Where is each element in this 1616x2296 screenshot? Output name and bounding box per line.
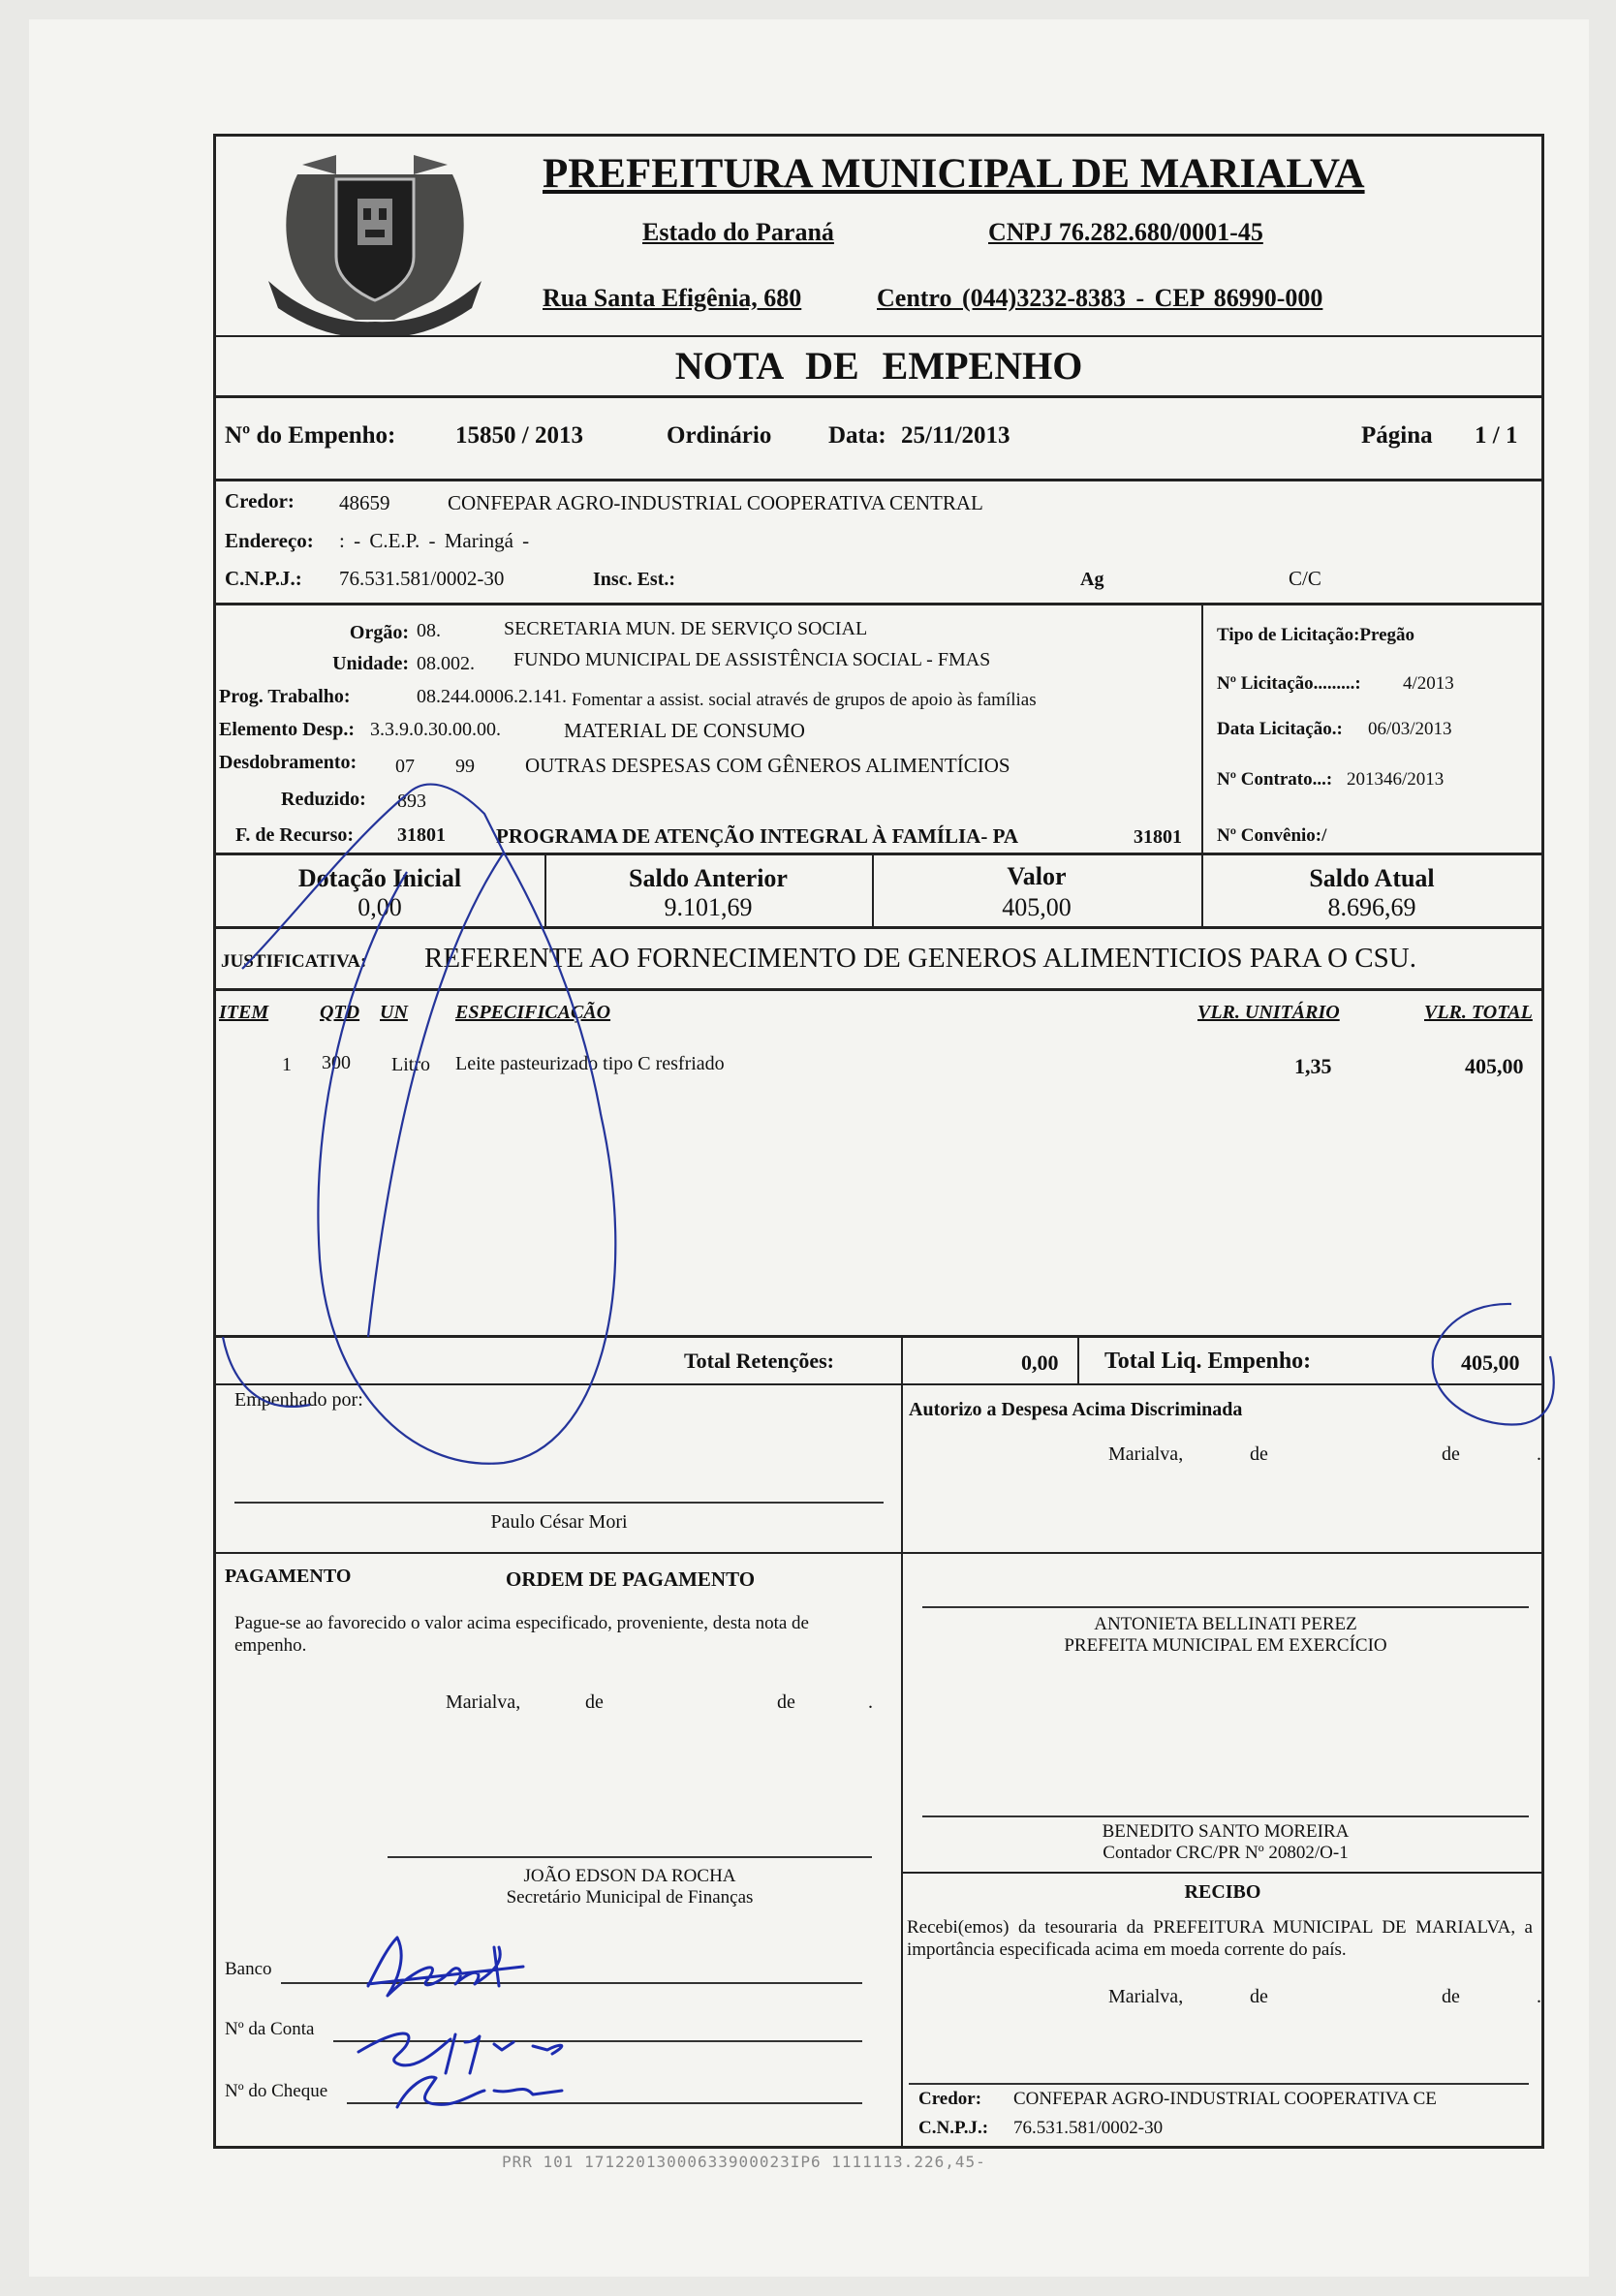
licitacao-numero: 4/2013	[1403, 673, 1454, 694]
date-de: de	[1442, 1986, 1460, 2007]
date-period: .	[868, 1691, 873, 1713]
valor-value: 405,00	[1002, 893, 1072, 921]
elemento-name: MATERIAL DE CONSUMO	[564, 719, 805, 742]
ordem-pagamento-title: ORDEM DE PAGAMENTO	[506, 1567, 756, 1591]
empenho-number: 15850 / 2013	[455, 422, 583, 449]
row-vlr-total: 405,00	[1465, 1054, 1524, 1078]
elemento-label: Elemento Desp.:	[219, 719, 355, 740]
total-liquido-label: Total Liq. Empenho:	[1104, 1349, 1312, 1374]
licitacao-numero-label: Nº Licitação.........:	[1217, 673, 1361, 694]
date-de: de	[777, 1691, 795, 1713]
saldo-anterior-value: 9.101,69	[664, 893, 753, 921]
total-retencoes-label: Total Retenções:	[684, 1349, 834, 1373]
prefeita-nome: ANTONIETA BELLINATI PEREZ	[1094, 1614, 1357, 1634]
secretario-cargo: Secretário Municipal de Finanças	[506, 1887, 754, 1908]
orgao-name: SECRETARIA MUN. DE SERVIÇO SOCIAL	[504, 618, 868, 639]
col-header-item: ITEM	[219, 1002, 269, 1023]
date-de: de	[1442, 1443, 1460, 1465]
elemento-code: 3.3.9.0.30.00.00.	[370, 719, 501, 740]
contador-cargo: Contador CRC/PR Nº 20802/O-1	[1103, 1843, 1349, 1863]
credor-cnpj-label: C.N.P.J.:	[225, 567, 302, 590]
recurso-label: F. de Recurso:	[235, 824, 355, 846]
reduzido-label: Reduzido:	[281, 789, 366, 810]
footer-code: PRR 101 17122013000633900023IP6 1111113.226,45-	[502, 2153, 986, 2171]
col-header-un: UN	[380, 1002, 408, 1023]
banco-label: Banco	[225, 1959, 272, 1979]
col-header-vlr-unitario: VLR. UNITÁRIO	[1197, 1002, 1340, 1023]
contact-label: Centro (044)3232-8383 - CEP 86990-000	[877, 284, 1323, 312]
credor-label: Credor:	[225, 489, 295, 512]
tipo-licitacao: Tipo de Licitação:Pregão	[1217, 625, 1415, 645]
recurso-code: 31801	[397, 824, 446, 846]
desdobramento-name: OUTRAS DESPESAS COM GÊNEROS ALIMENTÍCIOS	[525, 754, 1010, 777]
pagamento-text: Pague-se ao favorecido o valor acima especificado, proveniente, desta nota de empenho.	[234, 1613, 809, 1656]
date-place: Marialva,	[1108, 1443, 1184, 1465]
empenhado-nome: Paulo César Mori	[490, 1511, 628, 1533]
credor-code: 48659	[339, 491, 390, 514]
recibo-credor-label: Credor:	[918, 2089, 982, 2109]
recurso-code-2: 31801	[1134, 826, 1182, 848]
row-especificacao: Leite pasteurizado tipo C resfriado	[455, 1053, 725, 1074]
endereco-value: : - C.E.P. - Maringá -	[339, 529, 530, 552]
licitacao-data: 06/03/2013	[1368, 719, 1452, 739]
reduzido-value: 893	[397, 791, 426, 812]
dotacao-value: 0,00	[357, 893, 402, 921]
recibo-cnpj-label: C.N.P.J.:	[918, 2118, 989, 2138]
date-place: Marialva,	[446, 1691, 521, 1713]
empenhado-por-label: Empenhado por:	[234, 1389, 363, 1411]
insc-est-label: Insc. Est.:	[593, 569, 676, 590]
dotacao-label: Dotação Inicial	[297, 864, 462, 892]
col-header-vlr-total: VLR. TOTAL	[1424, 1002, 1533, 1023]
desdobramento-label: Desdobramento:	[219, 752, 357, 773]
row-un: Litro	[391, 1054, 430, 1075]
credor-cnpj: 76.531.581/0002-30	[339, 567, 505, 590]
address-label: Rua Santa Efigênia, 680	[543, 284, 802, 312]
state-label: Estado do Paraná	[642, 218, 834, 246]
total-retencoes-value: 0,00	[1021, 1350, 1059, 1375]
col-header-qtd: QTD	[320, 1002, 360, 1023]
justificativa-label: JUSTIFICATIVA:	[221, 951, 367, 972]
autorizo-label: Autorizo a Despesa Acima Discriminada	[909, 1399, 1243, 1420]
convenio-label: Nº Convênio:/	[1217, 825, 1327, 846]
contrato-label: Nº Contrato...:	[1217, 769, 1333, 790]
page-label: Página	[1361, 422, 1433, 449]
prog-trabalho-name: Fomentar a assist. social através de grupos de apoio às famílias	[572, 690, 1037, 710]
row-vlr-unitario: 1,35	[1294, 1054, 1332, 1078]
unidade-code: 08.002.	[417, 653, 475, 674]
empenho-number-label: Nº do Empenho:	[225, 422, 396, 449]
recibo-text: Recebi(emos) da tesouraria da PREFEITURA MUNICIPAL DE MARIALVA, a importância especificada acima em moeda corrente do país.	[907, 1917, 1533, 1960]
row-item: 1	[282, 1054, 292, 1075]
total-liquido-value: 405,00	[1461, 1350, 1520, 1375]
empenho-date: 25/11/2013	[901, 422, 1010, 449]
date-period: .	[1537, 1986, 1541, 2007]
date-period: .	[1537, 1443, 1541, 1465]
empenho-date-label: Data:	[828, 422, 886, 449]
endereco-label: Endereço:	[225, 529, 314, 552]
saldo-atual-value: 8.696,69	[1327, 893, 1416, 921]
prog-trabalho-label: Prog. Trabalho:	[219, 686, 351, 707]
recibo-cnpj: 76.531.581/0002-30	[1013, 2118, 1164, 2138]
page-number: 1 / 1	[1475, 422, 1518, 449]
credor-name: CONFEPAR AGRO-INDUSTRIAL COOPERATIVA CENTRAL	[448, 491, 983, 514]
cc-label: C/C	[1289, 567, 1321, 590]
date-de: de	[585, 1691, 604, 1713]
licitacao-data-label: Data Licitação.:	[1217, 719, 1343, 739]
cnpj-label: CNPJ 76.282.680/0001-45	[988, 218, 1263, 246]
recibo-credor: CONFEPAR AGRO-INDUSTRIAL COOPERATIVA CE	[1013, 2089, 1437, 2109]
orgao-label: Orgão:	[349, 622, 409, 643]
valor-label: Valor	[1007, 862, 1067, 890]
recurso-name: PROGRAMA DE ATENÇÃO INTEGRAL À FAMÍLIA- PA	[496, 824, 1019, 848]
contador-nome: BENEDITO SANTO MOREIRA	[1102, 1821, 1350, 1842]
saldo-anterior-label: Saldo Anterior	[629, 864, 788, 892]
date-place: Marialva,	[1108, 1986, 1184, 2007]
justificativa-text: REFERENTE AO FORNECIMENTO DE GENEROS ALIMENTICIOS PARA O CSU.	[424, 943, 1416, 974]
cheque-label: Nº do Cheque	[225, 2081, 328, 2101]
prefeita-cargo: PREFEITA MUNICIPAL EM EXERCÍCIO	[1064, 1635, 1387, 1656]
recibo-title: RECIBO	[1184, 1881, 1261, 1903]
conta-label: Nº da Conta	[225, 2019, 315, 2039]
row-qtd: 300	[322, 1052, 351, 1073]
date-de: de	[1250, 1443, 1268, 1465]
saldo-atual-label: Saldo Atual	[1309, 864, 1435, 892]
doc-title: NOTA DE EMPENHO	[674, 344, 1083, 388]
desdobramento-sub: 99	[455, 756, 475, 777]
col-header-especificacao: ESPECIFICAÇÃO	[455, 1002, 611, 1023]
desdobramento-code: 07	[395, 756, 415, 777]
pagamento-title: PAGAMENTO	[225, 1566, 352, 1587]
prog-trabalho-code: 08.244.0006.2.141.	[417, 686, 567, 707]
unidade-label: Unidade:	[332, 653, 409, 674]
date-de: de	[1250, 1986, 1268, 2007]
contrato-value: 201346/2013	[1347, 769, 1445, 790]
empenho-type: Ordinário	[667, 422, 772, 449]
handwritten-signatures	[329, 1928, 872, 2122]
ag-label: Ag	[1080, 569, 1104, 590]
municipality-title: PREFEITURA MUNICIPAL DE MARIALVA	[543, 151, 1365, 197]
secretario-nome: JOÃO EDSON DA ROCHA	[523, 1866, 736, 1886]
unidade-name: FUNDO MUNICIPAL DE ASSISTÊNCIA SOCIAL - FMAS	[513, 649, 991, 670]
orgao-code: 08.	[417, 620, 441, 641]
